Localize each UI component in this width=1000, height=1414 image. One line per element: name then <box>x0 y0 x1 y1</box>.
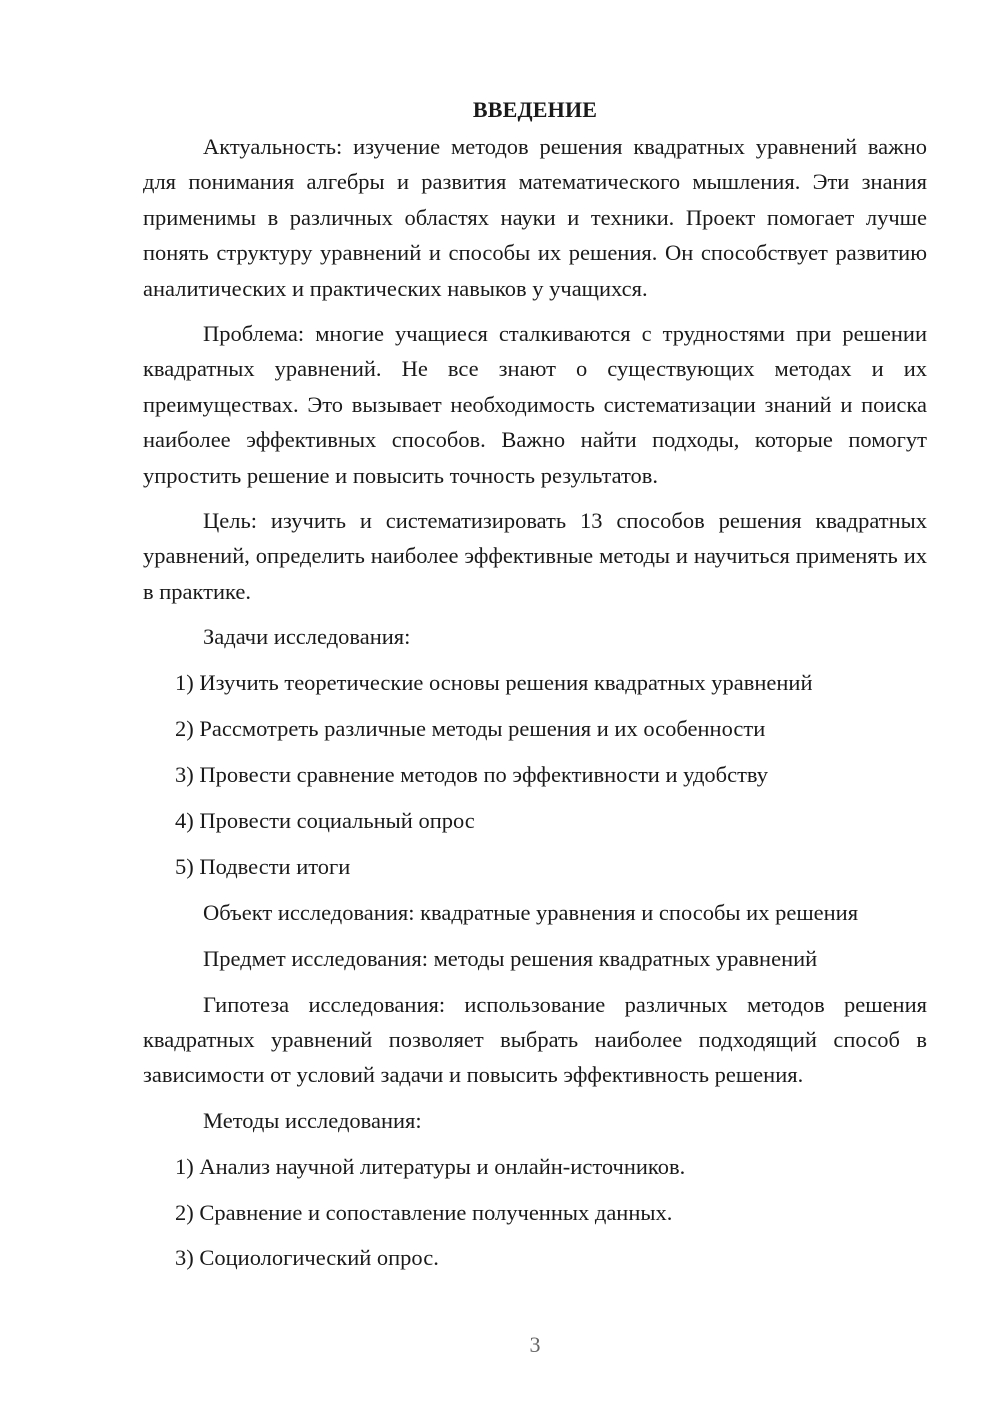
problem-paragraph: Проблема: многие учащиеся сталкиваются с трудностями при решении квадратных уравнений. Не все знают о существующих методах и их преимуществах. Это вызывает необходимость систематизации знаний и поиска наиболее эффективных способов. Важно найти подходы, которые помогут упростить решение и повысить точность результатов. <box>143 321 927 488</box>
page-title: ВВЕДЕНИЕ <box>472 97 598 122</box>
hypothesis-paragraph: Гипотеза исследования: использование различных методов решения квадратных уравнений позволяет выбрать наиболее подходящий способ в зависимости от условий задачи и повысить эффективность решения. <box>143 991 927 1088</box>
list-item: 1) Анализ научной литературы и онлайн-источников. <box>175 1153 686 1179</box>
tasks-list <box>143 665 927 884</box>
methods-list <box>143 1149 927 1276</box>
list-item: 1) Изучить теоретические основы решения квадратных уравнений <box>175 670 813 696</box>
document-page <box>143 92 927 1286</box>
list-item: 2) Сравнение и сопоставление полученных данных. <box>175 1199 673 1225</box>
tasks-heading: Задачи исследования: <box>203 624 411 650</box>
object-paragraph: Объект исследования: квадратные уравнения и способы их решения <box>203 899 859 925</box>
list-item: 3) Провести сравнение методов по эффективности и удобству <box>175 762 769 787</box>
subject-paragraph: Предмет исследования: методы решения квадратных уравнений <box>203 945 818 971</box>
list-item: 2) Рассмотреть различные методы решения и их особенности <box>175 716 766 742</box>
list-item: 4) Провести социальный опрос <box>175 807 475 833</box>
methods-heading: Методы исследования: <box>203 1107 422 1133</box>
page-number: 3 <box>529 1332 541 1357</box>
goal-paragraph: Цель: изучить и систематизировать 13 способов решения квадратных уравнений, определить наиболее эффективные методы и научиться применять их в практике. <box>143 508 927 604</box>
list-item: 3) Социологический опрос. <box>175 1245 439 1271</box>
list-item: 5) Подвести итоги <box>175 853 351 879</box>
relevance-paragraph: Актуальность: изучение методов решения квадратных уравнений важно для понимания алгебры и развития математического мышления. Эти знания применимы в различных областях науки и техники. Проект помогает лучше понять структуру уравнений и способы их решения. Он способствует развитию аналитических и практических навыков у учащихся. <box>143 134 927 301</box>
